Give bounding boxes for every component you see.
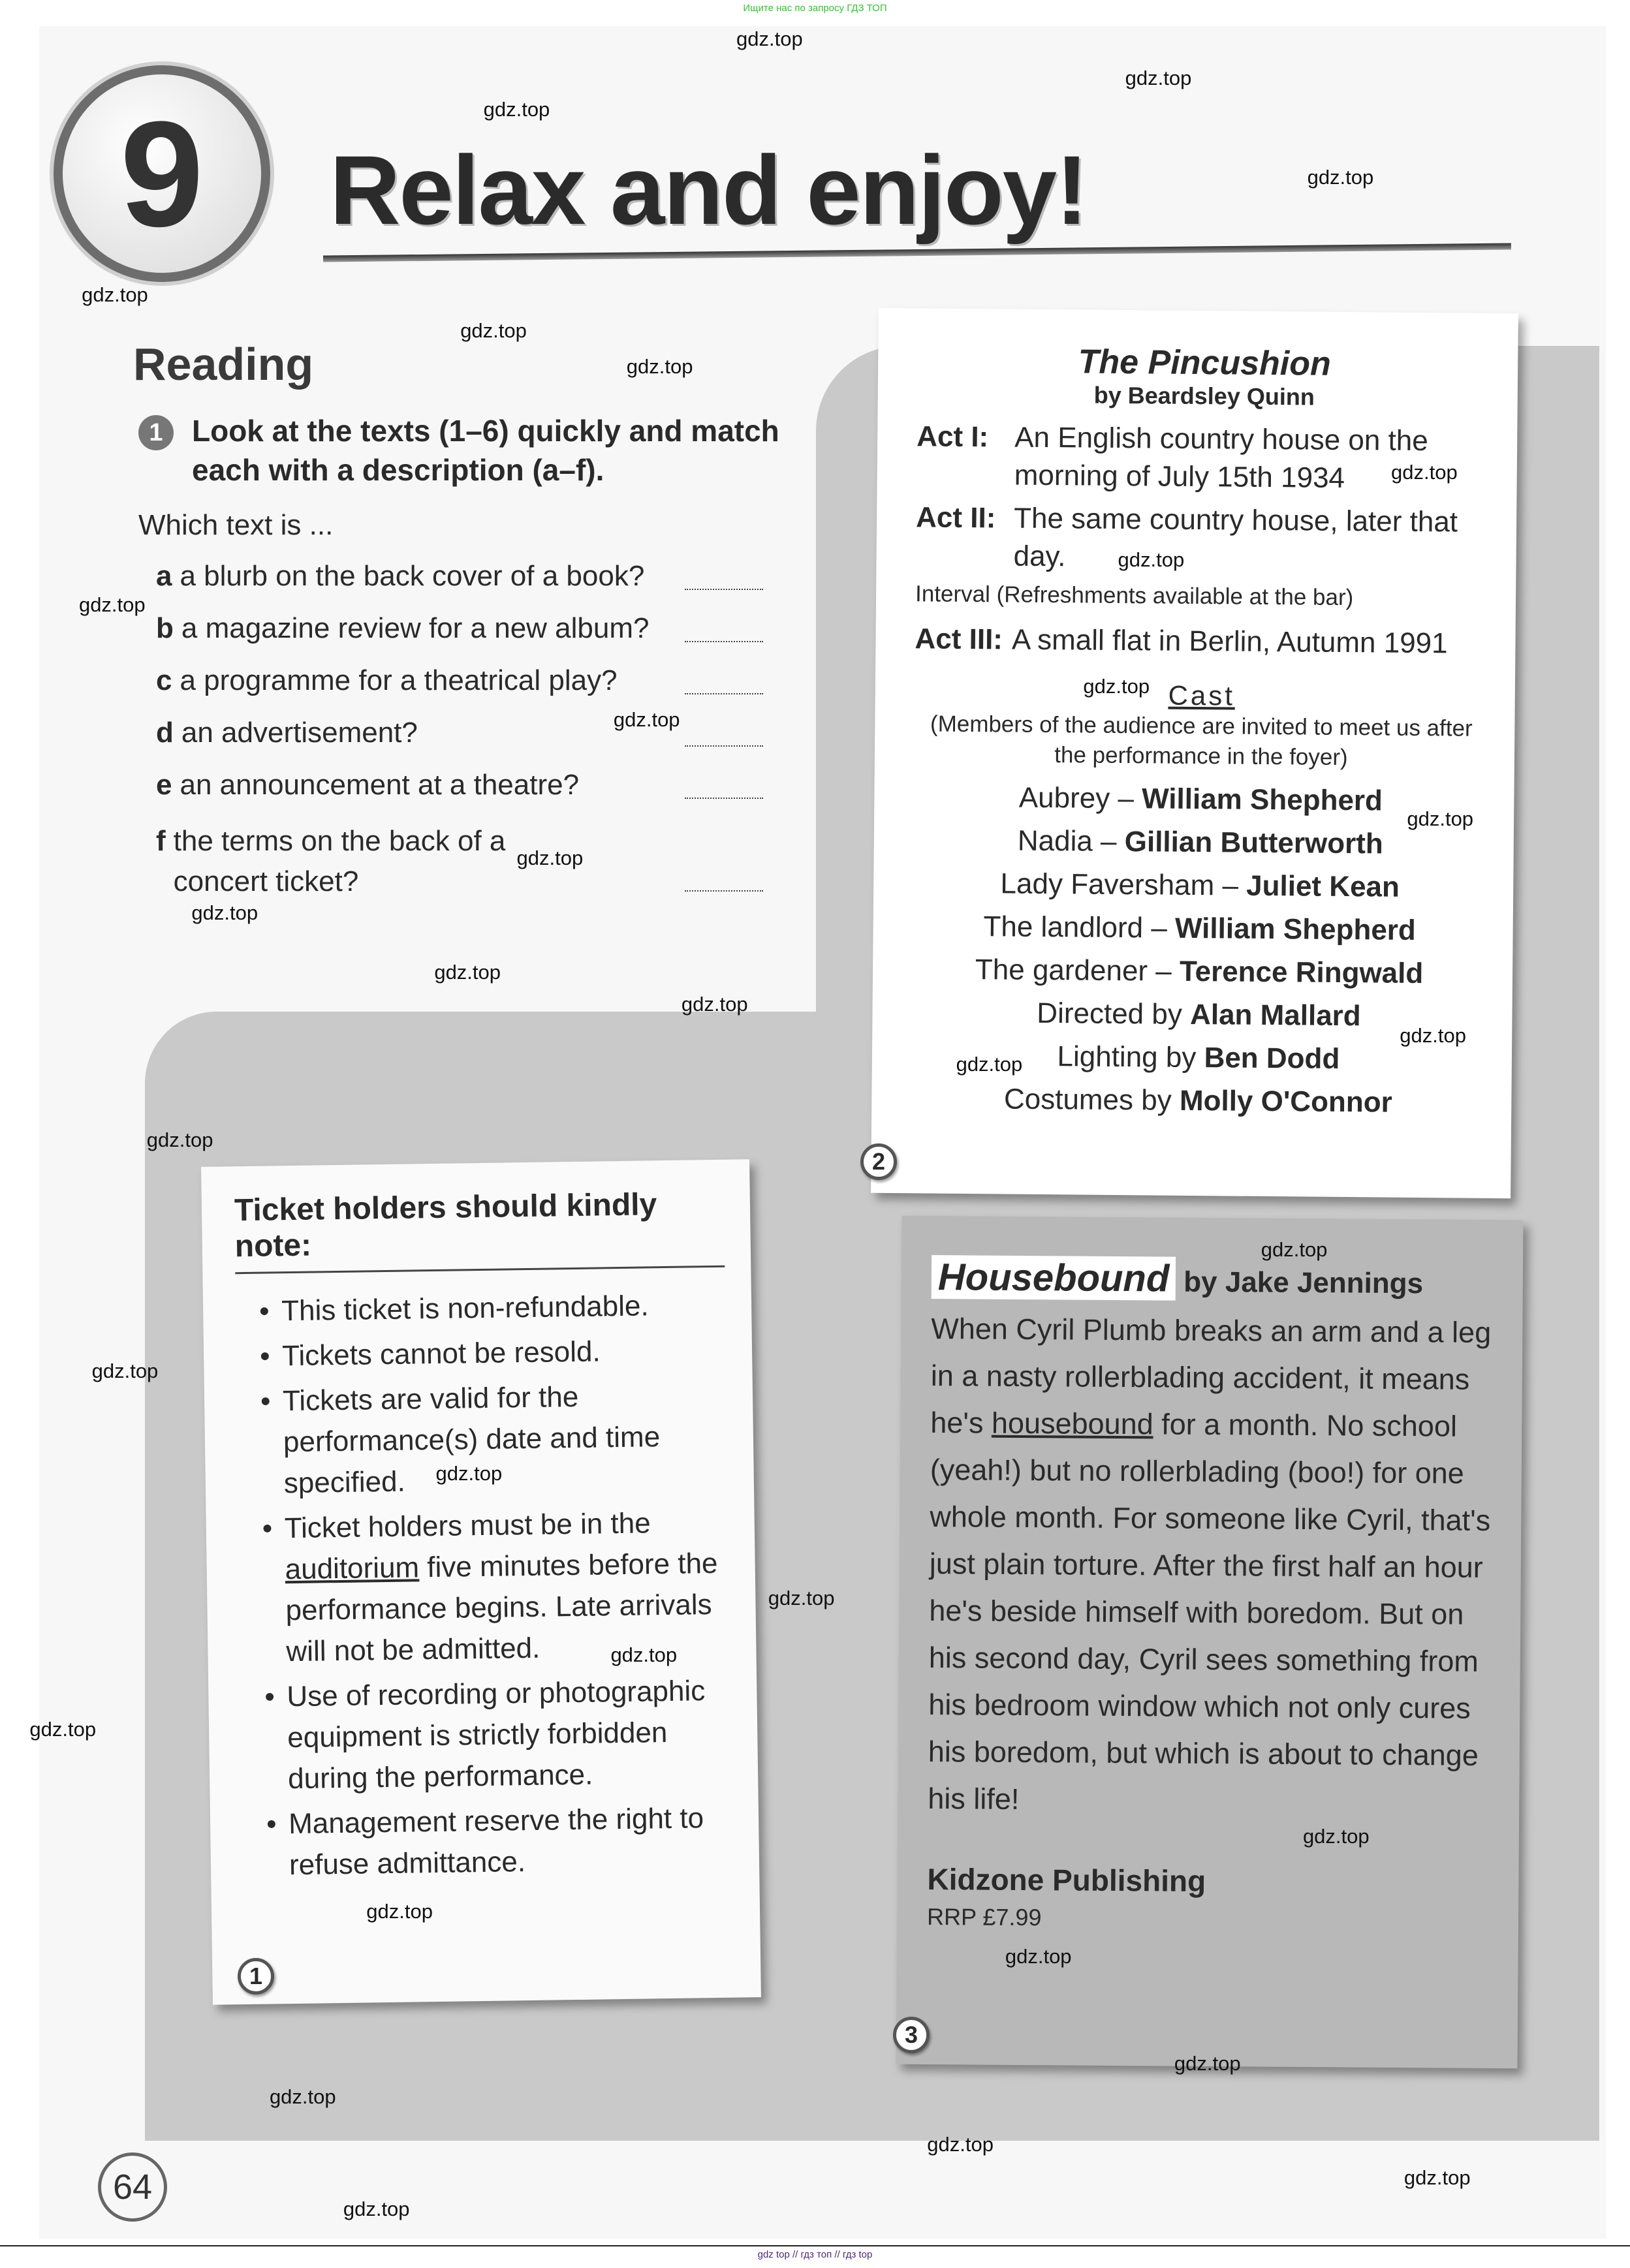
question-letter: c (156, 664, 172, 696)
act-row (916, 418, 1491, 499)
cast-actor: Juliet Kean (1246, 869, 1400, 903)
answer-blank[interactable] (685, 589, 763, 590)
watermark: gdz.top (768, 1586, 835, 1609)
text-number-badge: 1 (238, 1958, 274, 1995)
cast-role: Directed by (1037, 997, 1191, 1031)
blurb-underlined-word: housebound (991, 1406, 1153, 1441)
watermark: gdz.top (434, 961, 501, 984)
cast-role: Aubrey – (1018, 781, 1142, 815)
text-number-badge: 2 (860, 1143, 897, 1180)
question-text: an announcement at a theatre? (180, 769, 580, 801)
watermark: gdz.top (29, 1718, 97, 1741)
watermark: gdz.top (1118, 548, 1185, 571)
watermark: gdz.top (91, 1359, 159, 1383)
watermark: gdz.top (1083, 674, 1150, 698)
text-1-ticket-terms (201, 1159, 761, 2005)
watermark: gdz.top (366, 1900, 433, 1923)
question-letter: b (156, 612, 174, 644)
act-text: An English country house on the morning of July 15th 1934 (1014, 421, 1428, 494)
exercise-instruction: Look at the texts (1–6) quickly and match each with a description (a–f). (192, 414, 779, 487)
watermark: gdz.top (78, 593, 146, 617)
section-heading: Reading (133, 339, 314, 390)
question-letter: d (156, 717, 174, 749)
interval-note: Interval (Refreshments available at the bar) (915, 581, 1354, 611)
question-text: the terms on the back of a concert ticket? (173, 825, 506, 897)
cast-actor: Molly O'Connor (1179, 1084, 1392, 1119)
cast-entry (913, 775, 1488, 824)
cast-role: Lady Faversham – (1000, 867, 1247, 902)
question-item (156, 821, 763, 912)
cast-actor: Ben Dodd (1204, 1042, 1340, 1075)
watermark: gdz.top (1403, 2166, 1471, 2189)
question-letter: f (156, 825, 166, 857)
watermark: gdz.top (1407, 807, 1474, 831)
unit-number-badge: 9 (54, 65, 270, 282)
cast-actor: Gillian Butterworth (1124, 826, 1383, 860)
watermark: gdz.top (1400, 1024, 1466, 1048)
watermark: gdz.top (1307, 166, 1374, 189)
cast-entry (913, 818, 1488, 867)
watermark: gdz.top (1261, 1238, 1328, 1262)
question-letter: a (156, 560, 172, 592)
watermark: gdz.top (613, 707, 680, 731)
cast-role: The gardener – (975, 954, 1180, 987)
question-letter: e (156, 769, 172, 801)
watermark: gdz.top (1302, 1824, 1370, 1848)
question-item (156, 560, 763, 612)
cast-entry (912, 905, 1487, 953)
answer-blank[interactable] (685, 693, 763, 694)
watermark: gdz.top (343, 2198, 410, 2221)
footer-note: gdz top // гдз топ // гдз top (757, 2249, 873, 2260)
play-author: by Beardsley Quinn (1093, 381, 1315, 411)
question-text: a programme for a theatrical play? (180, 664, 618, 696)
book-title: Housebound (932, 1255, 1176, 1301)
watermark: gdz.top (435, 1461, 503, 1485)
watermark: gdz.top (610, 1643, 678, 1667)
blurb-text: for a month. No school (yeah!) but no rollerblading (boo!) for one whole month. For someone like Cyril, that's just plain torture. After the first half an hour he's beside himself with boredom. But on his second day, Cyril sees something from his bedroom window which not only cures his boredom, but which is about to change his life! (928, 1407, 1491, 1816)
question-text: a magazine review for a new album? (181, 612, 650, 644)
book-blurb (928, 1305, 1497, 1826)
exercise-number: 1 (138, 415, 174, 450)
cast-actor: Alan Mallard (1189, 998, 1361, 1033)
watermark: gdz.top (681, 992, 748, 1016)
act-label: Act II: (915, 501, 996, 535)
watermark: gdz.top (460, 319, 527, 342)
act-label: Act I: (917, 420, 989, 454)
page-number: 64 (98, 2152, 167, 2222)
term-text: Ticket holders must be in the (284, 1507, 651, 1545)
cast-entry (912, 948, 1487, 996)
term-item: • Management reserve the right to refuse admittance. (289, 1797, 734, 1886)
cast-actor: Terence Ringwald (1179, 955, 1424, 990)
watermark: gdz.top (736, 27, 803, 50)
act-row (915, 499, 1490, 580)
watermark: gdz.top (191, 901, 259, 925)
question-item (156, 612, 763, 664)
watermark: gdz.top (82, 283, 148, 306)
watermark: gdz.top (1391, 460, 1458, 484)
question-text: a blurb on the back cover of a book? (180, 560, 645, 592)
question-text: an advertisement? (181, 717, 418, 749)
term-underlined-word: auditorium (285, 1551, 420, 1586)
exercise-prompt: Which text is ... (138, 509, 334, 541)
text-3-book-blurb (896, 1216, 1523, 2069)
question-list (156, 560, 763, 912)
book-author: by Jake Jennings (1183, 1266, 1424, 1300)
top-banner-note: Ищите нас по запросу ГДЗ ТОП (743, 3, 887, 14)
watermark: gdz.top (269, 2085, 336, 2108)
watermark: gdz.top (927, 2132, 994, 2156)
play-title: The Pincushion (1078, 343, 1332, 383)
price: RRP £7.99 (926, 1903, 1042, 1931)
watermark: gdz.top (146, 1128, 213, 1151)
page-title: Relax and enjoy! (330, 135, 1088, 245)
term-item: • This ticket is non-refundable. (281, 1284, 726, 1331)
act-label: Act III: (915, 623, 1003, 656)
watermark: gdz.top (1125, 66, 1192, 89)
publisher: Kidzone Publishing (927, 1861, 1206, 1898)
answer-blank[interactable] (685, 798, 763, 799)
cast-note: (Members of the audience are invited to meet us after the performance in the foyer) (930, 711, 1473, 771)
term-item: • Tickets cannot be resold. (282, 1329, 727, 1376)
watermark: gdz.top (1174, 2051, 1241, 2075)
act-text: The same country house, later that day. (1013, 502, 1458, 573)
watermark: gdz.top (1005, 1944, 1072, 1968)
term-text: five minutes before the performance begins. Late arrivals will not be admitted. (285, 1547, 718, 1668)
book-header (932, 1255, 1497, 1303)
term-item: • Use of recording or photographic equipment is strictly forbidden during the performance. (287, 1670, 732, 1799)
watermark: gdz.top (626, 355, 693, 379)
question-item (156, 769, 763, 821)
cast-role: Lighting by (1057, 1040, 1204, 1074)
text-number-badge: 3 (893, 2017, 930, 2053)
cast-role: Costumes by (1003, 1083, 1180, 1117)
ticket-heading: Ticket holders should kindly note: (234, 1186, 725, 1274)
watermark: gdz.top (956, 1052, 1023, 1076)
cast-role: Nadia – (1017, 824, 1125, 858)
act-row (915, 620, 1489, 663)
answer-blank[interactable] (685, 890, 763, 892)
ticket-terms-list (236, 1284, 734, 1886)
cast-entry (911, 1077, 1486, 1125)
watermark: gdz.top (483, 98, 550, 121)
answer-blank[interactable] (685, 641, 763, 642)
cast-role: The landlord – (983, 910, 1176, 944)
cast-actor: William Shepherd (1141, 783, 1383, 817)
blurb-text: When Cyril Plumb breaks an arm and a leg in a nasty rollerblading accident, it means he's (930, 1312, 1492, 1440)
cast-entry (913, 862, 1488, 910)
watermark: gdz.top (516, 847, 584, 870)
act-text: A small flat in Berlin, Autumn 1991 (1011, 623, 1448, 660)
footer-divider (0, 2245, 1630, 2246)
answer-blank[interactable] (685, 745, 763, 747)
cast-heading: Cast (1168, 679, 1236, 711)
term-item: • Tickets are valid for the performance(s) date and time specified. (283, 1375, 729, 1504)
cast-actor: William Shepherd (1174, 912, 1417, 946)
